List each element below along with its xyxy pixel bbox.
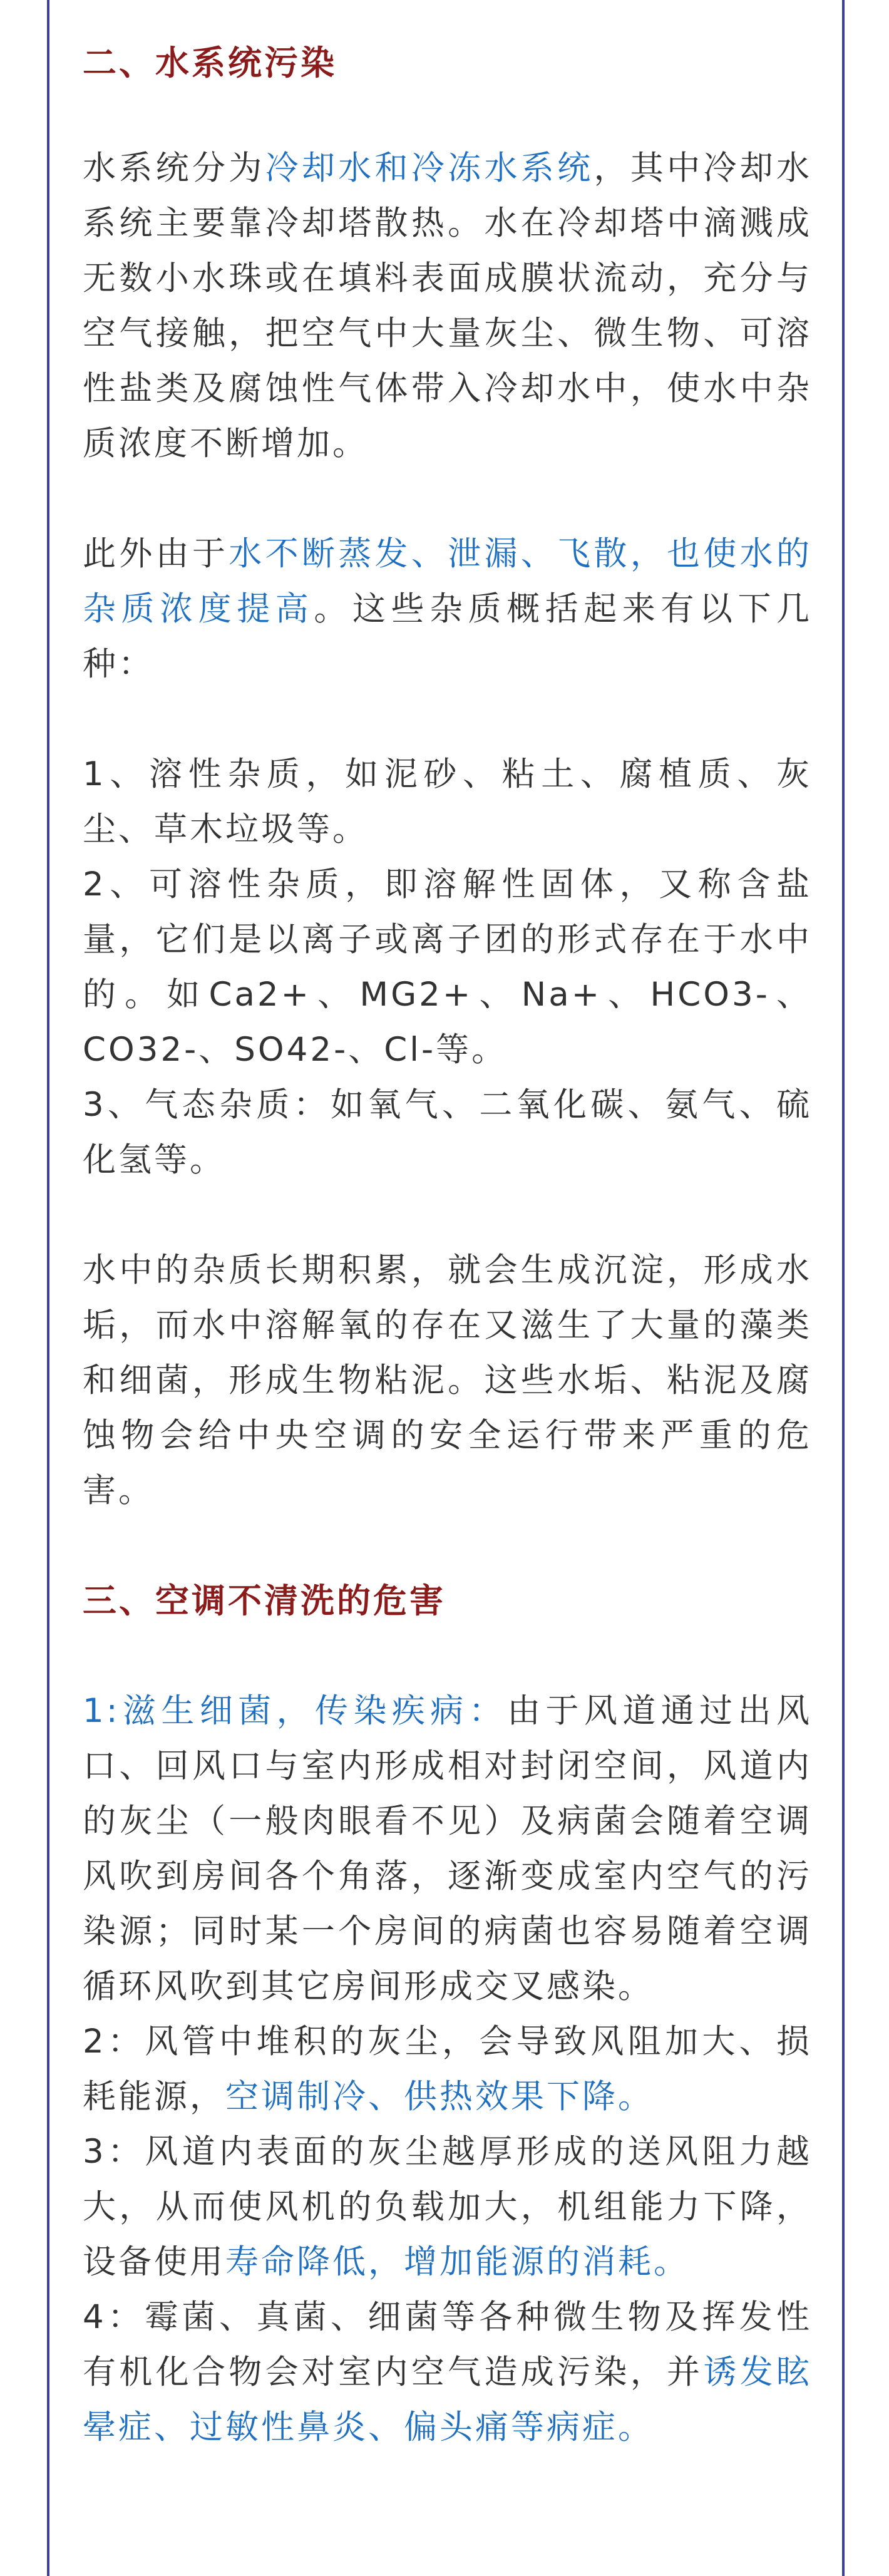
hazard-item-lifespan — [83, 2125, 812, 2290]
list-item-soluble: 2、可溶性杂质，即溶解性固体，又称含盐量，它们是以离子或离子团的形式存在于水中的。如Ca2+、MG2+、Na+、HCO3-、CO32-、SO42-、Cl-等。 — [83, 865, 812, 1069]
highlight-text: 诱发眩晕症、过敏性鼻炎、偏头痛等病症。 — [83, 2353, 813, 2446]
section-heading-water-system: 二、水系统污染 — [83, 43, 337, 83]
highlight-text: 冷却水和冷冻水系统 — [265, 149, 594, 187]
paragraph-water-system-intro — [83, 141, 812, 471]
paragraph-scale-danger: 水中的杂质长期积累，就会生成沉淀，形成水垢，而水中溶解氧的存在又滋生了大量的藻类和细菌，形成生物粘泥。这些水垢、粘泥及腐蚀物会给中央空调的安全运行带来严重的危害。 — [83, 1251, 812, 1510]
hazard-item-health — [83, 2290, 812, 2455]
text: 。这些杂质概括起来有以下几种： — [83, 590, 813, 683]
section-heading-hazards: 三、空调不清洗的危害 — [83, 1581, 446, 1620]
text: 3：风道内表面的灰尘越厚形成的送风阻力越大，从而使风机的负载加大，机组能力下降，设备使用 — [83, 2133, 812, 2281]
text: 2：风管中堆积的灰尘，会导致风阻加大、损耗能源， — [83, 2022, 812, 2116]
list-item-gaseous: 3、气态杂质：如氧气、二氧化碳、氨气、硫化氢等。 — [83, 1086, 812, 1179]
highlight-text: 水不断蒸发、泄漏、飞散，也使水的杂质浓度提高 — [83, 535, 813, 628]
paragraph-impurity-intro — [83, 527, 812, 692]
highlight-text: 空调制冷、供热效果下降。 — [225, 2078, 654, 2116]
highlight-text: 寿命降低，增加能源的消耗。 — [225, 2243, 689, 2281]
text: 此外由于 — [83, 535, 229, 573]
text: ，其中冷却水系统主要靠冷却塔散热。水在冷却塔中滴溅成无数小水珠或在填料表面成膜状流动，充分与空气接触，把空气中大量灰尘、微生物、可溶性盐类及腐蚀性气体带入冷却水中，使水中杂质浓度不断增加。 — [83, 149, 813, 463]
hazard-item-bacteria — [83, 1684, 812, 2014]
text: 4：霉菌、真菌、细菌等各种微生物及挥发性有机化合物会对室内空气造成污染，并 — [83, 2298, 812, 2391]
text: 由于风道通过出风口、回风口与室内形成相对封闭空间，风道内的灰尘（一般肉眼看不见）及病菌会随着空调风吹到房间各个角落，逐渐变成室内空气的污染源；同时某一个房间的病菌也容易随着空调循环风吹到其它房间形成交叉感染。 — [83, 1692, 813, 2006]
hazard-item-energy — [83, 2014, 812, 2125]
text: 水系统分为 — [83, 149, 265, 187]
highlight-text: 1:滋生细菌，传染疾病： — [83, 1692, 508, 1730]
list-item-insoluble: 1、溶性杂质，如泥砂、粘土、腐植质、灰尘、草木垃圾等。 — [83, 755, 812, 848]
article-content — [83, 0, 812, 2455]
